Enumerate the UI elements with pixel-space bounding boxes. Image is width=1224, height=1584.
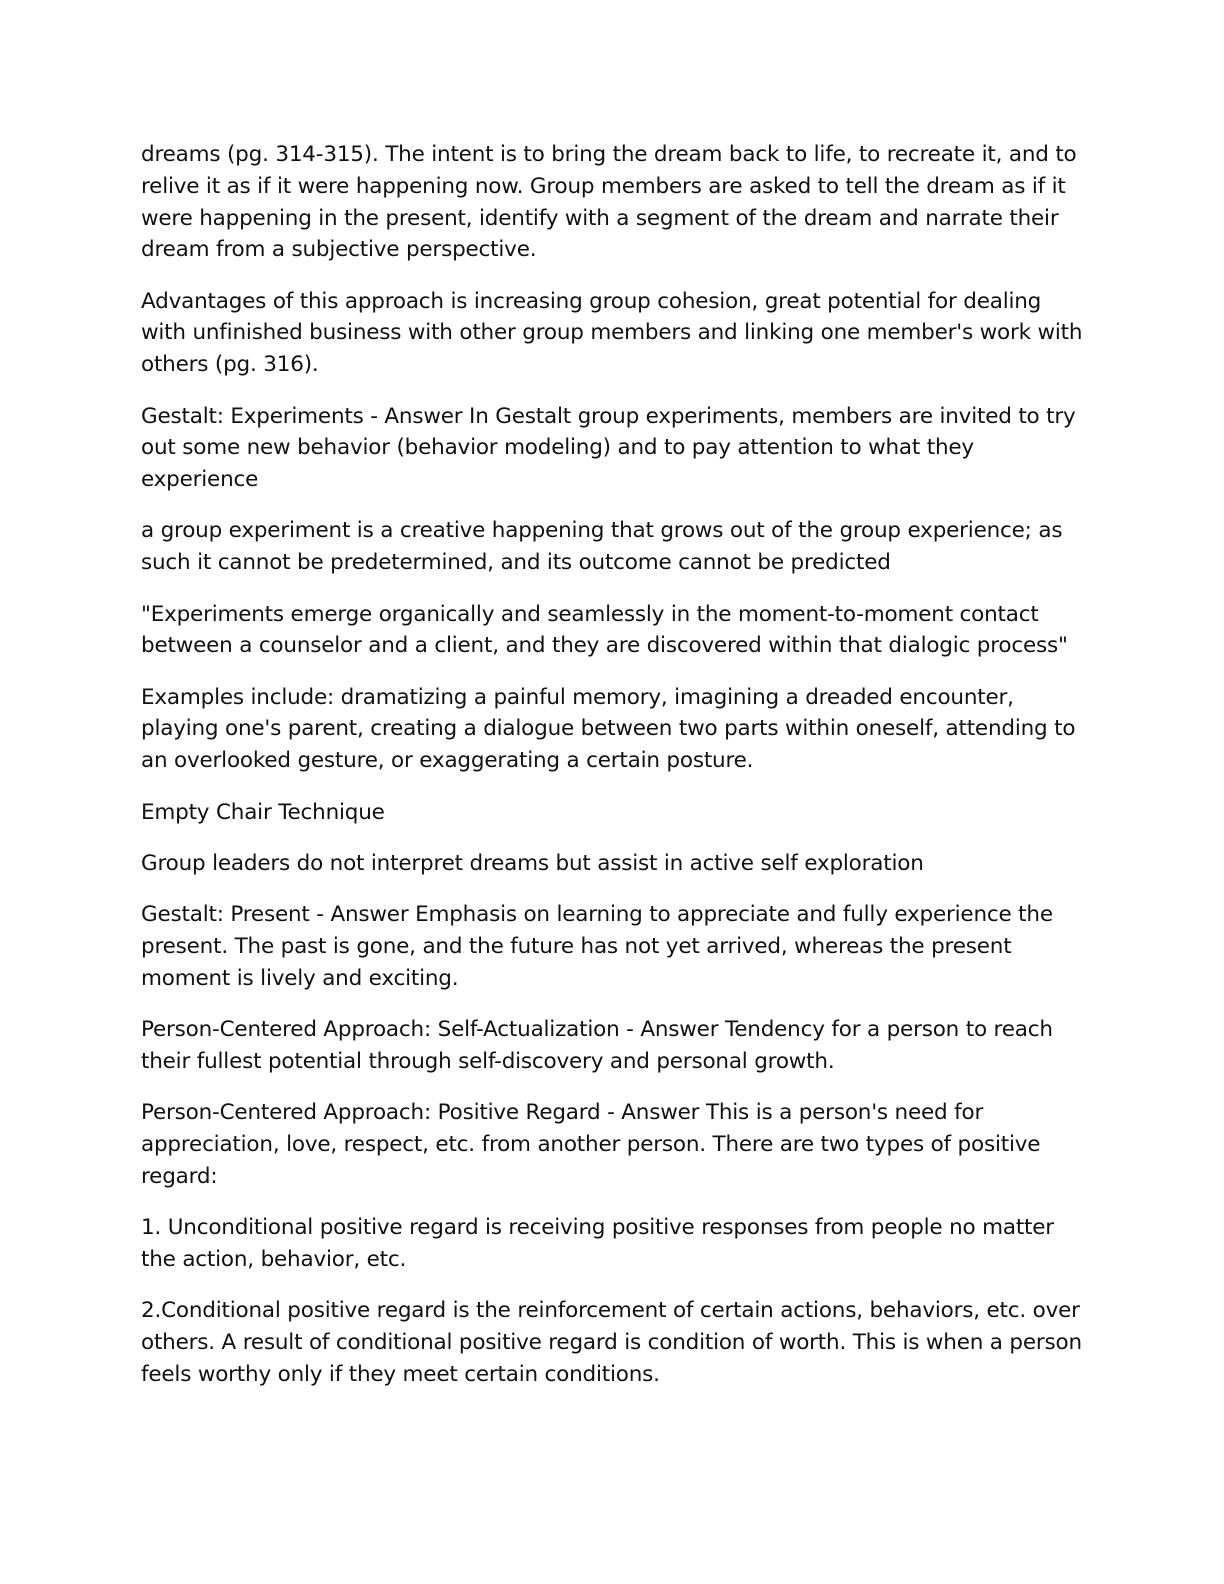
paragraph-positive-regard: Person-Centered Approach: Positive Regard - Answer This is a person's need for appreciation, love, respect, etc. from another person. There are two types of positive regard: [141, 1100, 1041, 1189]
paragraph-group-leaders: Group leaders do not interpret dreams but assist in active self exploration [141, 850, 924, 876]
paragraph-empty-chair: Empty Chair Technique [141, 799, 385, 825]
paragraph-advantages: Advantages of this approach is increasing group cohesion, great potential for dealing with unfinished business with other group members and linking one member's work with others (pg. 316). [141, 288, 1083, 378]
paragraph-examples: Examples include: dramatizing a painful memory, imagining a dreaded encounter, playing one's parent, creating a dialogue between two parts within oneself, attending to an overlooked gesture, or exaggerating a certain posture. [141, 684, 1076, 774]
paragraph-self-actualization: Person-Centered Approach: Self-Actualization - Answer Tendency for a person to reach their fullest potential through self-discovery and personal growth. [141, 1017, 1053, 1074]
paragraph-group-experiment: a group experiment is a creative happening that grows out of the group experience; as such it cannot be predetermined, and its outcome cannot be predicted [141, 518, 1063, 576]
paragraph-gestalt-present: Gestalt: Present - Answer Emphasis on learning to appreciate and fully experience the present. The past is gone, and the future has not yet arrived, whereas the present moment is lively and exciting. [141, 902, 1053, 991]
paragraph-dream-work: dreams (pg. 314-315). The intent is to bring the dream back to life, to recreate it, and to relive it as if it were happening now. Group members are asked to tell the dream as if it were happening in the present, identify with a segment of the dream and narrate their dream from a subjective perspective. [141, 142, 1077, 263]
paragraph-conditional-regard: 2.Conditional positive regard is the reinforcement of certain actions, behaviors, etc. over others. A result of conditional positive regard is condition of worth. This is when a person feels worthy only if they meet certain conditions. [141, 1298, 1082, 1387]
paragraph-experiments-quote: "Experiments emerge organically and seamlessly in the moment-to-moment contact between a counselor and a client, and they are discovered within that dialogic process" [141, 601, 1068, 659]
document-page [141, 139, 1086, 1410]
paragraph-unconditional-regard: 1. Unconditional positive regard is receiving positive responses from people no matter the action, behavior, etc. [141, 1215, 1054, 1272]
paragraph-gestalt-experiments: Gestalt: Experiments - Answer In Gestalt group experiments, members are invited to try out some new behavior (behavior modeling) and to pay attention to what they experience [141, 403, 1076, 493]
